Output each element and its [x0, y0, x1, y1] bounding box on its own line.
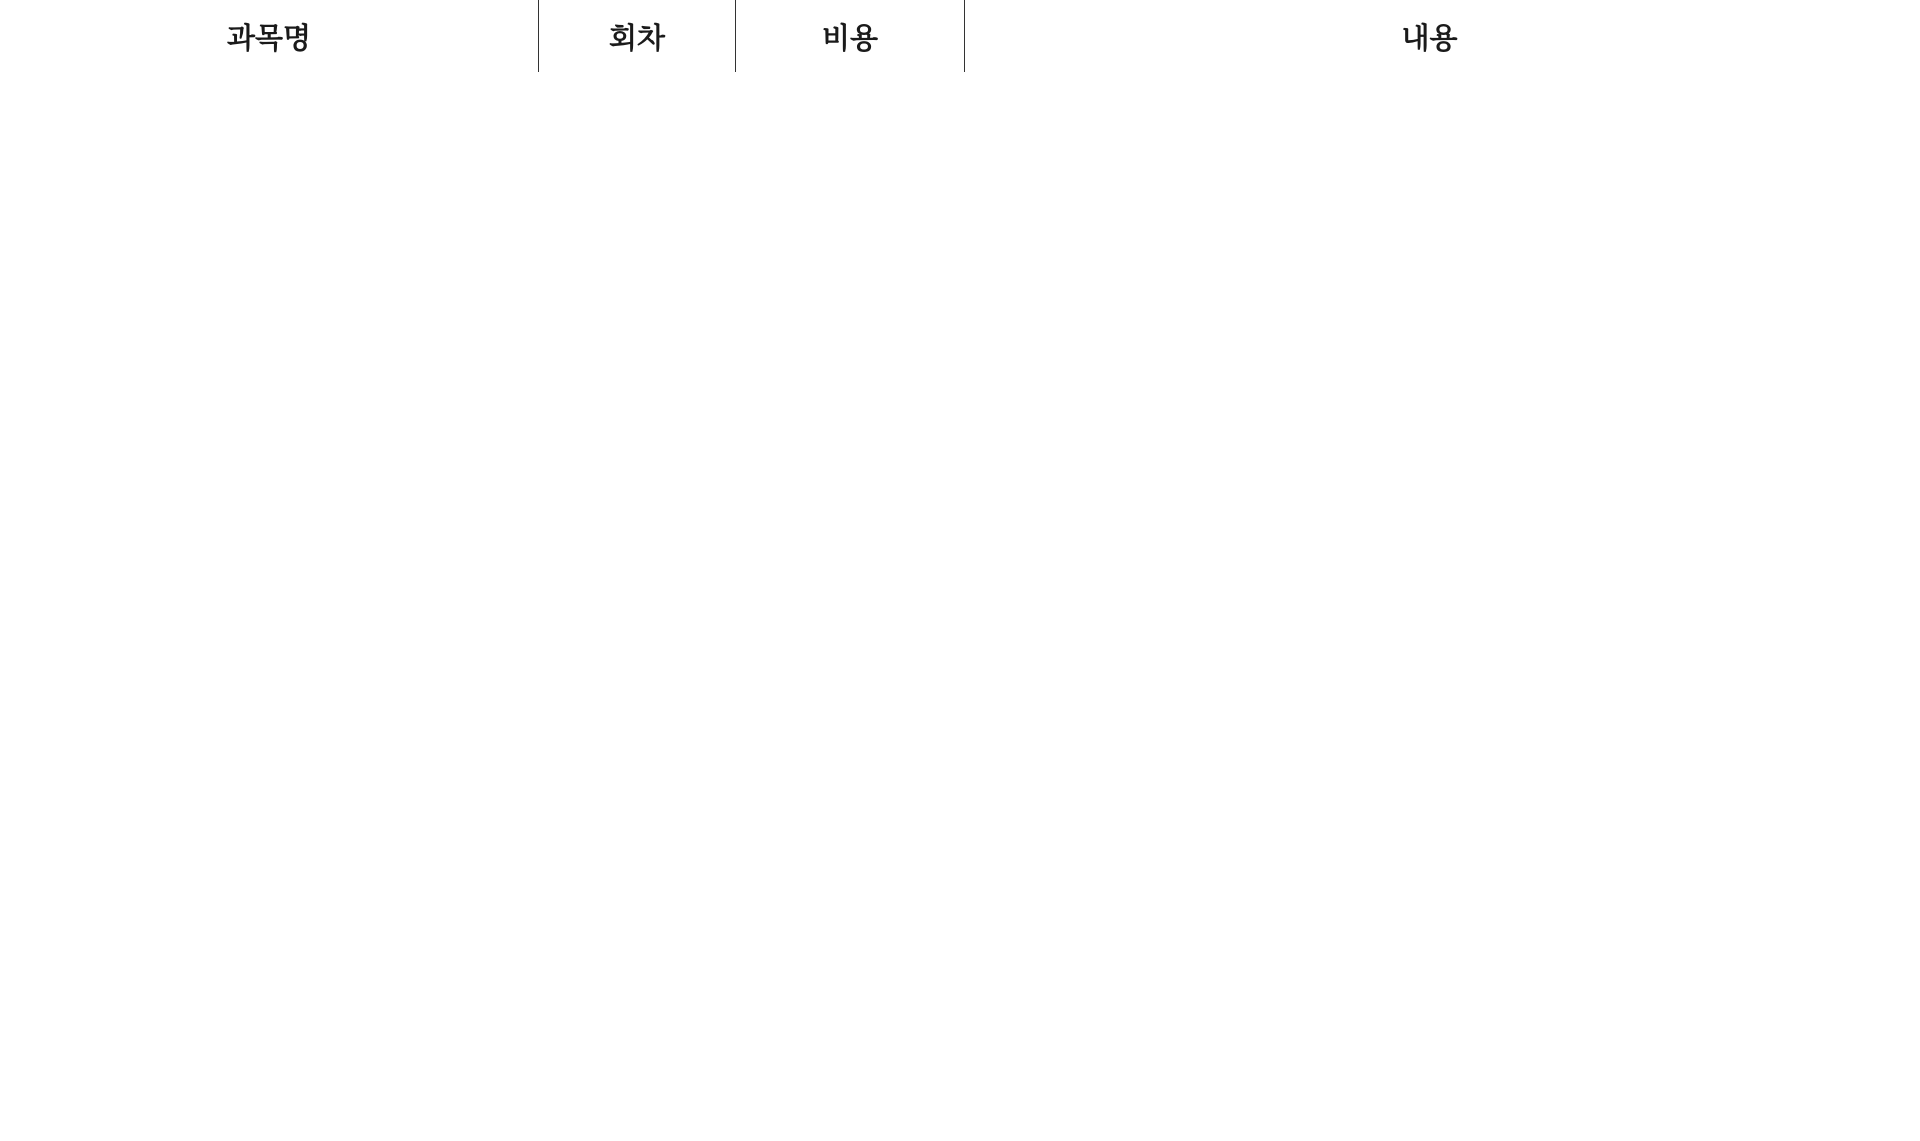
column-header-session [538, 0, 735, 72]
table-header [0, 0, 1920, 72]
column-header-cost-label: 비용 [821, 20, 879, 55]
column-header-subject [0, 0, 538, 72]
column-header-content [964, 0, 1920, 72]
column-header-session-label: 회차 [608, 20, 666, 55]
column-header-content-label: 내용 [1401, 20, 1458, 55]
table-body [0, 72, 1920, 1141]
column-header-subject-label: 과목명 [226, 20, 312, 55]
column-header-cost [735, 0, 964, 72]
